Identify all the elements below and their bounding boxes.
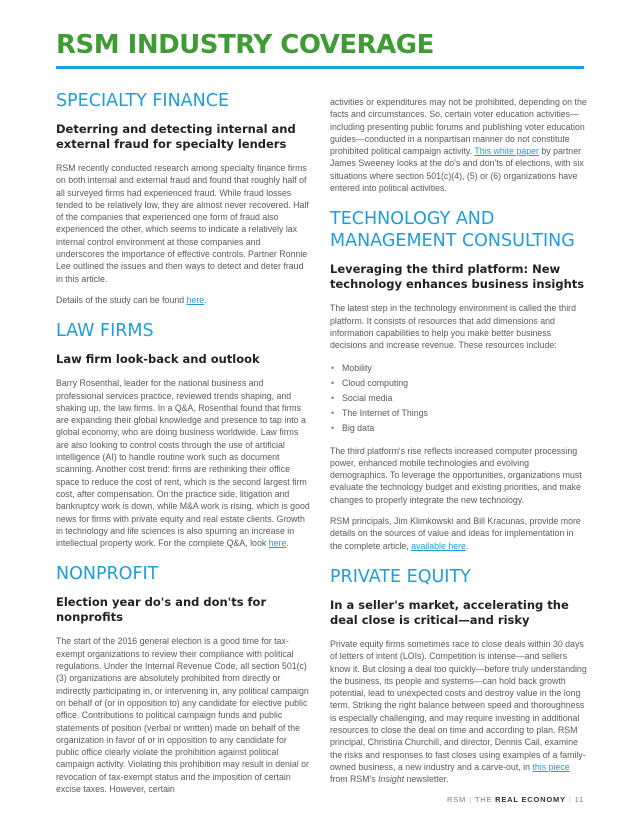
specialty-finance-heading: SPECIALTY FINANCE (56, 91, 230, 111)
page-title: RSM INDUSTRY COVERAGE (56, 30, 434, 60)
specialty-finance-details (56, 294, 311, 306)
insight-newsletter-name: Insight (378, 774, 405, 785)
right-column (330, 90, 587, 800)
specialty-finance-subheading: Deterring and detecting internal and external fraud for specialty lenders (56, 122, 296, 151)
technology-section (330, 208, 587, 552)
pe-body-suffix: newsletter. (404, 774, 449, 785)
pe-body-mid: from RSM's (330, 774, 379, 785)
available-here-link[interactable]: available here (411, 540, 466, 551)
law-firms-heading: LAW FIRMS (56, 321, 154, 342)
law-firms-here-link[interactable]: here (268, 538, 287, 549)
title-rule (56, 66, 584, 69)
list-item: • Mobility (342, 361, 587, 376)
white-paper-link[interactable]: This white paper (474, 146, 539, 157)
law-firms-subheading: Law firm look-back and outlook (56, 352, 260, 367)
law-firms-body (56, 377, 311, 549)
specialty-finance-section (56, 90, 311, 306)
footer-real-economy: REAL ECONOMY (495, 795, 566, 804)
specialty-finance-here-link[interactable]: here (186, 294, 205, 305)
footer-the: THE (474, 795, 493, 804)
private-equity-subheading: In a seller's market, accelerating the deal close is critical—and risky (330, 597, 569, 627)
nonprofit-cont-suffix: by partner James Sweeney looks at the do's and don'ts of elections, with six situations where section 501(c)(4), (5) or (6) organizations have entered into political activities. (330, 146, 584, 194)
nonprofit-heading: NONPROFIT (56, 564, 159, 585)
specialty-finance-body: RSM recently conducted research among specialty finance firms on both internal and external fraud and found that roughly half of all surveyed firms had experienced fraud. While fraud losses tended to be relatively low, they are almost never recovered. Half of the companies that experienced one form of fraud also experienced the other, which seems to indicate a relatively lax internal control environment at those companies and underscores the importance of effective controls. Partner Ronnie Lee outlined the issues and then ways to detect and deter fraud in this article. (56, 163, 309, 284)
technology-intro: The latest step in the technology environment is called the third platform. It consists of resources that add dimensions and information capabilities to help you make better business decisions and increase revenue. These resources include: (330, 303, 576, 351)
footer-separator: | (469, 795, 472, 804)
technology-resource-list (330, 361, 587, 436)
nonprofit-continuation (330, 96, 587, 194)
technology-heading: TECHNOLOGY AND MANAGEMENT CONSULTING (330, 209, 575, 252)
list-item: • Cloud computing (342, 376, 587, 391)
technology-body-3 (330, 515, 587, 552)
list-item: • Big data (342, 421, 587, 436)
nonprofit-subheading: Election year do's and don'ts for nonprofits (56, 595, 267, 625)
list-item: • Social media (342, 391, 587, 406)
tech-body3-suffix: . (465, 540, 469, 551)
technology-subheading: Leveraging the third platform: New technology enhances business insights (330, 262, 585, 292)
private-equity-heading: PRIVATE EQUITY (330, 566, 471, 587)
details-prefix: Details of the study can be found (56, 294, 187, 305)
nonprofit-section (56, 563, 311, 795)
this-piece-link[interactable]: this piece (532, 761, 570, 772)
technology-body-2: The third platform's rise reflects increased computer processing power, enhanced mobile technologies and evolving demographics. To leverage the opportunities, organizations must evaluate the technology budget and existing priorities, and make changes to properly integrate the new technology. (330, 445, 582, 505)
law-body-text: Barry Rosenthal, leader for the national business and professional services practice, reviewed trends shaping, and shaking up, the law firms. In a Q&A, Rosenthal found that firms are expanding their global knowledge and presence to tap into a global economy, who are doing business worldwide. Law firms are also looking to control costs through the use of artificial intelligence (AI) to handle routine work such as document scanning. Another cost trend: firms are rethinking their office space to reduce the cost of rent, which is the second largest firm cost, after compensation. On the practice side, litigation and bankruptcy work is down, while M&A work is rising, which is good news for firms with private equity and real estate clients. Growth in technology and life sciences is also spurring an increase in intellectual property work. For the complete Q&A, look (56, 378, 310, 549)
page-footer (447, 795, 584, 804)
nonprofit-body-continued (330, 96, 587, 194)
nonprofit-cont-text: activities or expenditures may not be prohibited, depending on the facts and circumstances. So, certain voter education activities—including presenting public forums and publishing voter education guides—conducted in a nonpartisan manner do not constitute prohibited political campaign activity. (330, 97, 587, 157)
nonprofit-body: The start of the 2016 general election is a good time for tax-exempt organizations to review their compliance with political regulations. Under the Internal Revenue Code, all section 501(c)(3) organizations are absolutely prohibited from directly or indirectly participating in, or intervening in, any political campaign on behalf of (or in opposition to) any candidate for elective public office. Contributions to political campaign funds and public statements of position (verbal or written) made on behalf of the organization in favor of or in opposition to any candidate for public office clearly violate the prohibition against political campaign activity. Violating this prohibition may result in denial or revocation of tax-exempt status and the imposition of certain excise taxes. However, certain (56, 636, 309, 794)
tech-body3-text: RSM principals, Jim Klimkowski and Bill Kracunas, provide more details on the sources of value and ideas for implementation in the complete article, (330, 516, 581, 551)
pe-body-text: Private equity firms sometimes race to close deals within 30 days of letters of intent (LOIs). Competition is intense—and sellers know it. But closing a deal too quickly—before truly understanding the business, its people and systems—can hold back growth potential, lead to unexpected costs and destroy value in the long term. Striking the right balance between speed and thoroughness is especially challenging, and may require investing in additional resources to close the deal on time and according to plan. RSM principal, Christina Churchill, and director, Dennis Cail, examine the risks and responses to fast closes using examples of a family-owned business, a new industry and a carve-out, in (330, 638, 587, 772)
left-column (56, 90, 311, 809)
footer-brand: RSM (447, 795, 467, 804)
private-equity-section (330, 566, 587, 786)
details-suffix: . (204, 294, 207, 305)
footer-separator: | (568, 795, 572, 804)
law-firms-section (56, 320, 311, 549)
private-equity-body (330, 638, 587, 786)
law-body-suffix: . (286, 538, 289, 549)
list-item: • The Internet of Things (342, 406, 587, 421)
page-number: 11 (574, 795, 584, 804)
